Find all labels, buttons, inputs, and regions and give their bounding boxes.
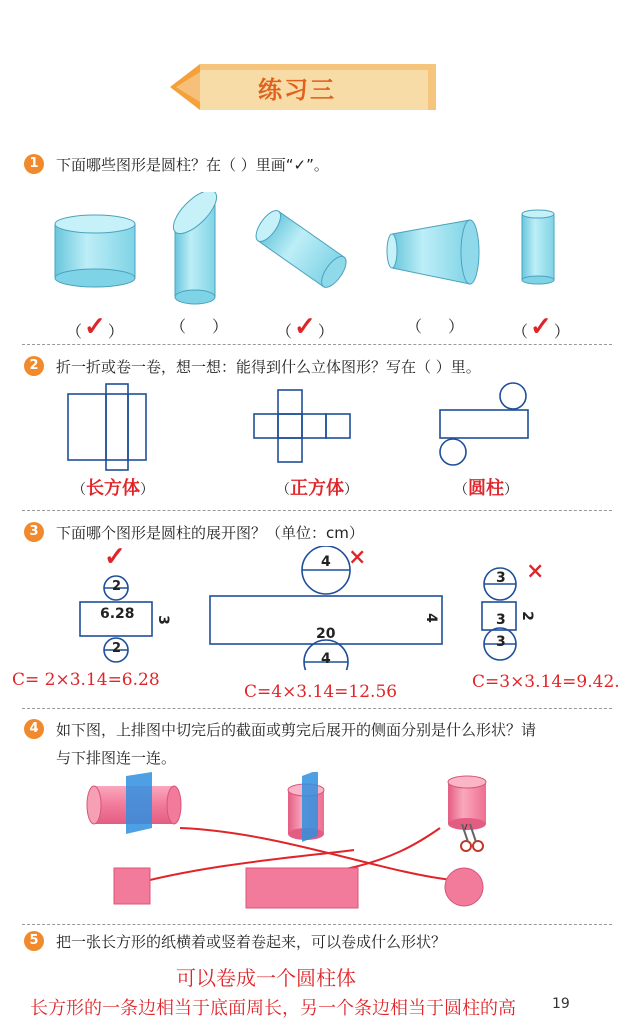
q3-fig2-bottom-circle-label: 4 xyxy=(321,651,331,667)
tilted-cylinder-figure-3 xyxy=(251,207,350,292)
page-title: 练习三 xyxy=(258,75,336,104)
q3-calc-1: C= 2×3.14=6.28 xyxy=(12,670,160,690)
thin-cylinder-figure-5 xyxy=(522,210,554,284)
q3-fig1-width-label: 6.28 xyxy=(100,606,135,622)
q3-fig3-bottom-circle-label: 3 xyxy=(496,634,506,650)
q1-answer-paren-2[interactable]: （ ） xyxy=(170,317,229,336)
q2-answer-2[interactable]: （正方体） xyxy=(276,478,358,499)
square-shape xyxy=(114,868,150,904)
q1-answer-paren-5[interactable]: （✓ ） xyxy=(512,312,570,342)
q1-figures xyxy=(40,192,610,310)
frustum-figure-4 xyxy=(387,220,479,284)
question-number-1: 1 xyxy=(24,154,44,174)
section-divider xyxy=(22,344,612,345)
question-2-text: 折一折或卷一卷，想一想：能得到什么立体图形？写在（ ）里。 xyxy=(56,358,481,376)
page-number: 19 xyxy=(552,996,570,1012)
rectangle-shape xyxy=(246,868,358,908)
question-number-3: 3 xyxy=(24,522,44,542)
q1-answer-1: ✓ xyxy=(84,312,106,342)
q3-fig2-top-circle-label: 4 xyxy=(321,554,331,570)
q5-answer-line2: 长方形的一条边相当于底面周长，另一个条边相当于圆柱的高 xyxy=(30,998,516,1019)
q2-answer-3[interactable]: （圆柱） xyxy=(454,478,518,499)
q3-mark-1: ✓ xyxy=(104,542,126,572)
cylinder-net xyxy=(440,383,528,465)
q3-fig1-bottom-circle-label: 2 xyxy=(112,641,122,656)
cylinder-figure-1 xyxy=(55,215,135,287)
q3-fig1-top-circle-label: 2 xyxy=(112,579,122,594)
q3-fig1-height-label: 3 xyxy=(154,615,171,625)
q3-mark-3: × xyxy=(526,558,545,584)
vertical-cylinder-cut xyxy=(288,772,324,842)
question-4-text-line2: 与下排图连一连。 xyxy=(56,749,177,767)
q1-answer-paren-4[interactable]: （ ） xyxy=(406,317,465,336)
q3-fig3-width-label: 3 xyxy=(496,612,506,628)
q2-nets xyxy=(60,382,540,472)
q4-figures xyxy=(80,772,500,922)
q3-mark-2: × xyxy=(348,544,367,570)
q1-answer-5: ✓ xyxy=(530,312,552,342)
section-divider xyxy=(22,708,612,709)
q5-answer-line1: 可以卷成一个圆柱体 xyxy=(176,966,356,990)
title-banner xyxy=(170,64,436,110)
cube-net xyxy=(254,390,350,462)
q3-fig3-height-label: 2 xyxy=(518,611,535,621)
horizontal-cylinder-cut xyxy=(87,772,181,834)
q3-fig3-top-circle-label: 3 xyxy=(496,570,506,586)
q3-fig2-height-label: 4 xyxy=(422,613,439,623)
question-4-text-line1: 如下图，上排图中切完后的截面或剪完后展开的侧面分别是什么形状？请 xyxy=(56,721,537,739)
q3-fig2-width-label: 20 xyxy=(316,626,336,642)
section-divider xyxy=(22,924,612,925)
question-1-text: 下面哪些图形是圆柱？在（ ）里画“✓”。 xyxy=(56,156,329,174)
q3-calc-3: C=3×3.14=9.42. xyxy=(472,672,620,692)
question-5-text: 把一张长方形的纸横着或竖着卷起来，可以卷成什么形状？ xyxy=(56,933,447,951)
cylinder-with-scissors xyxy=(448,776,486,832)
q2-answer-1[interactable]: （长方体） xyxy=(72,478,154,499)
question-number-4: 4 xyxy=(24,719,44,739)
cuboid-net xyxy=(68,384,146,470)
slanted-cylinder-figure-2 xyxy=(167,192,224,304)
circle-shape xyxy=(445,868,483,906)
q1-answer-paren-1[interactable]: （✓ ） xyxy=(66,312,124,342)
q1-answer-3: ✓ xyxy=(294,312,316,342)
question-number-2: 2 xyxy=(24,356,44,376)
q3-calc-2: C=4×3.14=12.56 xyxy=(244,682,398,702)
section-divider xyxy=(22,510,612,511)
question-3-text: 下面哪个图形是圆柱的展开图？（单位：cm） xyxy=(56,524,364,542)
question-number-5: 5 xyxy=(24,931,44,951)
q1-answer-paren-3[interactable]: （✓ ） xyxy=(276,312,334,342)
